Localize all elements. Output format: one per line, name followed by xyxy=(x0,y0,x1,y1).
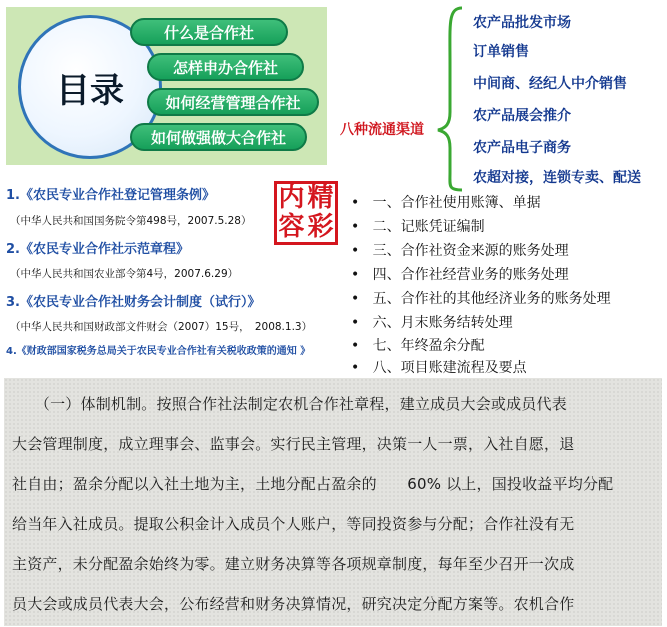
regulation-title: 1.《农民专业合作社登记管理条例》 xyxy=(6,188,215,203)
regulation-source: （中华人民共和国国务院令第498号，2007.5.28） xyxy=(10,215,252,227)
accounting-item xyxy=(351,357,527,377)
accounting-item-text: 三、合作社资金来源的账务处理 xyxy=(372,243,569,259)
regulation-title: 2.《农民专业合作社示范章程》 xyxy=(6,242,189,257)
stamp-char: 精 xyxy=(307,183,334,213)
toc-title: 目录 xyxy=(56,70,124,111)
channel-item-exhibitions: 农产品展会推介 xyxy=(473,108,571,124)
toc-item-how-to-apply[interactable]: 怎样申办合作社 xyxy=(147,53,304,81)
stamp-char: 容 xyxy=(278,212,305,242)
bullet: • xyxy=(351,338,360,354)
accounting-item xyxy=(351,335,485,355)
toc-item-what-is[interactable]: 什么是合作社 xyxy=(130,18,288,46)
paragraph-line: 社自由；盈余分配以入社土地为主，土地分配占盈余的 60% 以上，国投收益平均分配 xyxy=(12,475,614,493)
accounting-item xyxy=(351,192,541,212)
accounting-item xyxy=(351,288,611,308)
accounting-item-text: 一、合作社使用账簿、单据 xyxy=(372,195,541,211)
channel-item-ecommerce: 农产品电子商务 xyxy=(473,140,571,156)
bullet: • xyxy=(351,360,360,376)
accounting-item xyxy=(351,264,569,284)
stamp-char: 彩 xyxy=(307,212,334,242)
channel-item-brokers: 中间商、经纪人中介销售 xyxy=(473,76,627,92)
paragraph-line: 给当年入社成员。提取公积金计入成员个人账户，等同投资参与分配；合作社没有无 xyxy=(12,515,575,533)
channel-item-wholesale: 农产品批发市场 xyxy=(473,15,571,31)
channels-label: 八种流通渠道 xyxy=(340,122,424,138)
channels-brace xyxy=(436,4,466,194)
toc-item-how-to-manage[interactable]: 如何经营管理合作社 xyxy=(147,88,319,116)
accounting-item-text: 六、月末账务结转处理 xyxy=(372,315,513,331)
accounting-item-text: 二、记账凭证编制 xyxy=(372,219,485,235)
regulation-source: （中华人民共和国农业部令第4号，2007.6.29） xyxy=(10,268,239,280)
bullet: • xyxy=(351,315,360,331)
bullet: • xyxy=(351,195,360,211)
bullet: • xyxy=(351,219,360,235)
channel-item-supermarket: 农超对接，连锁专卖、配送 xyxy=(473,170,641,186)
accounting-item-text: 五、合作社的其他经济业务的账务处理 xyxy=(372,291,611,307)
stamp-char: 内 xyxy=(278,183,305,213)
bullet: • xyxy=(351,243,360,259)
accounting-item xyxy=(351,240,569,260)
paragraph-line: 主资产，未分配盈余始终为零。建立财务决算等各项规章制度，每年至少召开一次成 xyxy=(12,555,575,573)
regulation-title: 4.《财政部国家税务总局关于农民专业合作社有关税收政策的通知 》 xyxy=(6,346,311,357)
paragraph-line: （一）体制机制。按照合作社法制定农机合作社章程，建立成员大会或成员代表 xyxy=(12,395,567,413)
bullet: • xyxy=(351,267,360,283)
policy-text-block xyxy=(4,378,662,626)
paragraph-line: 员大会或成员代表大会，公布经营和财务决算情况，研究决定分配方案等。农机合作 xyxy=(12,595,575,613)
accounting-item xyxy=(351,216,485,236)
toc-panel xyxy=(6,7,327,165)
toc-item-how-to-grow[interactable]: 如何做强做大合作社 xyxy=(130,123,307,151)
accounting-item-text: 七、年终盈余分配 xyxy=(372,338,485,354)
accounting-item xyxy=(351,312,513,332)
channel-item-orders: 订单销售 xyxy=(473,44,529,60)
paragraph-line: 大会管理制度，成立理事会、监事会。实行民主管理，决策一人一票，入社自愿，退 xyxy=(12,435,575,453)
regulation-title: 3.《农民专业合作社财务会计制度（试行）》 xyxy=(6,295,261,310)
accounting-item-text: 四、合作社经营业务的账务处理 xyxy=(372,267,569,283)
bullet: • xyxy=(351,291,360,307)
accounting-item-text: 八、项目账建流程及要点 xyxy=(372,360,527,376)
regulation-source: （中华人民共和国财政部文件财会（2007）15号， 2008.1.3） xyxy=(10,321,313,333)
highlight-stamp xyxy=(274,181,338,245)
